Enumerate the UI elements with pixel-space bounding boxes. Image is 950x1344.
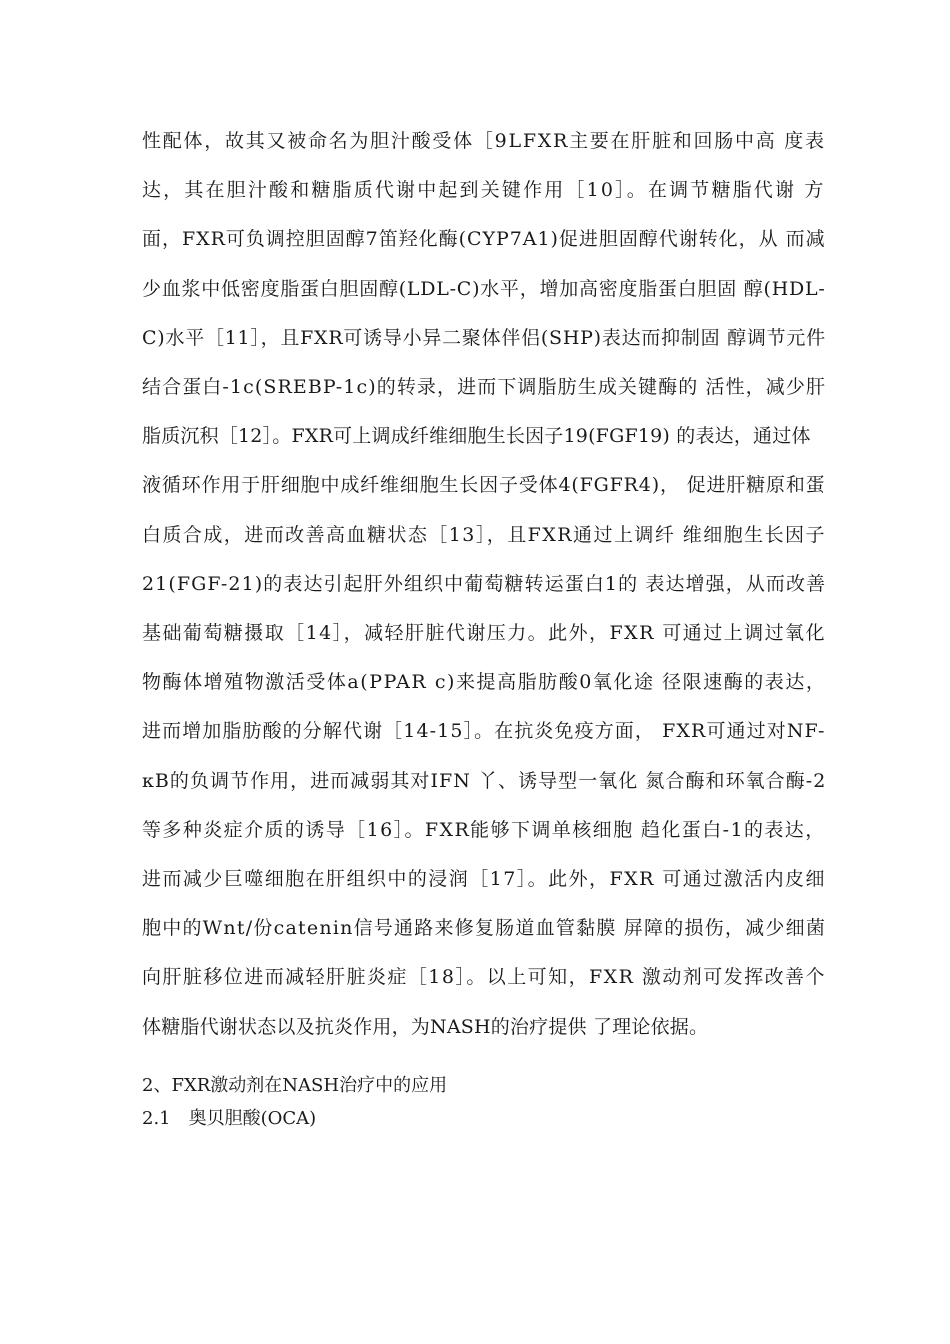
section-heading: 2、FXR激动剂在NASH治疗中的应用 xyxy=(142,1075,448,1096)
paragraph-line: κB的负调节作用，进而减弱其对IFN 丫、诱导型一氧化 氮合酶和环氧合酶-2 xyxy=(142,770,827,792)
paragraph-line: 白质合成，进而改善高血糖状态［13］，且FXR通过上调纤 维细胞生长因子 xyxy=(142,524,826,546)
paragraph-line: 向肝脏移位进而减轻肝脏炎症［18］。以上可知，FXR 激动剂可发挥改善个 xyxy=(142,966,826,988)
paragraph-line: 结合蛋白-1c(SREBP-1c)的转录，进而下调脂肪生成关键酶的 活性，减少肝 xyxy=(142,376,827,398)
paragraph-line: 物酶体增殖物激活受体a(PPAR c)来提高脂肪酸0氧化途 径限速酶的表达， xyxy=(142,671,827,693)
paragraph-line: 体糖脂代谢状态以及抗炎作用，为NASH的治疗提供 了理论依据。 xyxy=(142,1016,709,1038)
paragraph-line: 进而减少巨噬细胞在肝组织中的浸润［17］。此外，FXR 可通过激活内皮细 xyxy=(142,868,826,890)
paragraph-line: 少血浆中低密度脂蛋白胆固醇(LDL-C)水平，增加高密度脂蛋白胆固 醇(HDL- xyxy=(142,278,826,300)
paragraph-line: 等多种炎症介质的诱导［16］。FXR能够下调单核细胞 趋化蛋白-1的表达， xyxy=(142,819,826,841)
paragraph-line: 液循环作用于肝细胞中成纤维细胞生长因子受体4(FGFR4)， 促进肝糖原和蛋 xyxy=(142,474,826,496)
paragraph-line: 胞中的Wnt/份catenin信号通路来修复肠道血管黏膜 屏障的损伤，减少细菌 xyxy=(142,917,827,939)
paragraph-line: C)水平［11］，且FXR可诱导小异二聚体伴侣(SHP)表达而抑制固 醇调节元件 xyxy=(142,327,826,349)
paragraph-line: 达，其在胆汁酸和糖脂质代谢中起到关键作用［10］。在调节糖脂代谢 方 xyxy=(142,179,826,201)
paragraph-line: 21(FGF-21)的表达引起肝外组织中葡萄糖转运蛋白1的 表达增强，从而改善 xyxy=(142,573,827,595)
subsection-heading: 2.1 奥贝胆酸(OCA) xyxy=(142,1108,317,1129)
paragraph-line: 进而增加脂肪酸的分解代谢［14-15］。在抗炎免疫方面， FXR可通过对NF- xyxy=(142,720,826,742)
paragraph-line: 脂质沉积［12］。FXR可上调成纤维细胞生长因子19(FGF19) 的表达，通过体 xyxy=(142,425,811,447)
paragraph-line: 性配体，故其又被命名为胆汁酸受体［9LFXR主要在肝脏和回肠中高 度表 xyxy=(142,130,826,152)
paragraph-line: 基础葡萄糖摄取［14］，减轻肝脏代谢压力。此外，FXR 可通过上调过氧化 xyxy=(142,622,826,644)
paragraph-line: 面，FXR可负调控胆固醇7笛羟化酶(CYP7A1)促进胆固醇代谢转化，从 而减 xyxy=(142,228,826,250)
